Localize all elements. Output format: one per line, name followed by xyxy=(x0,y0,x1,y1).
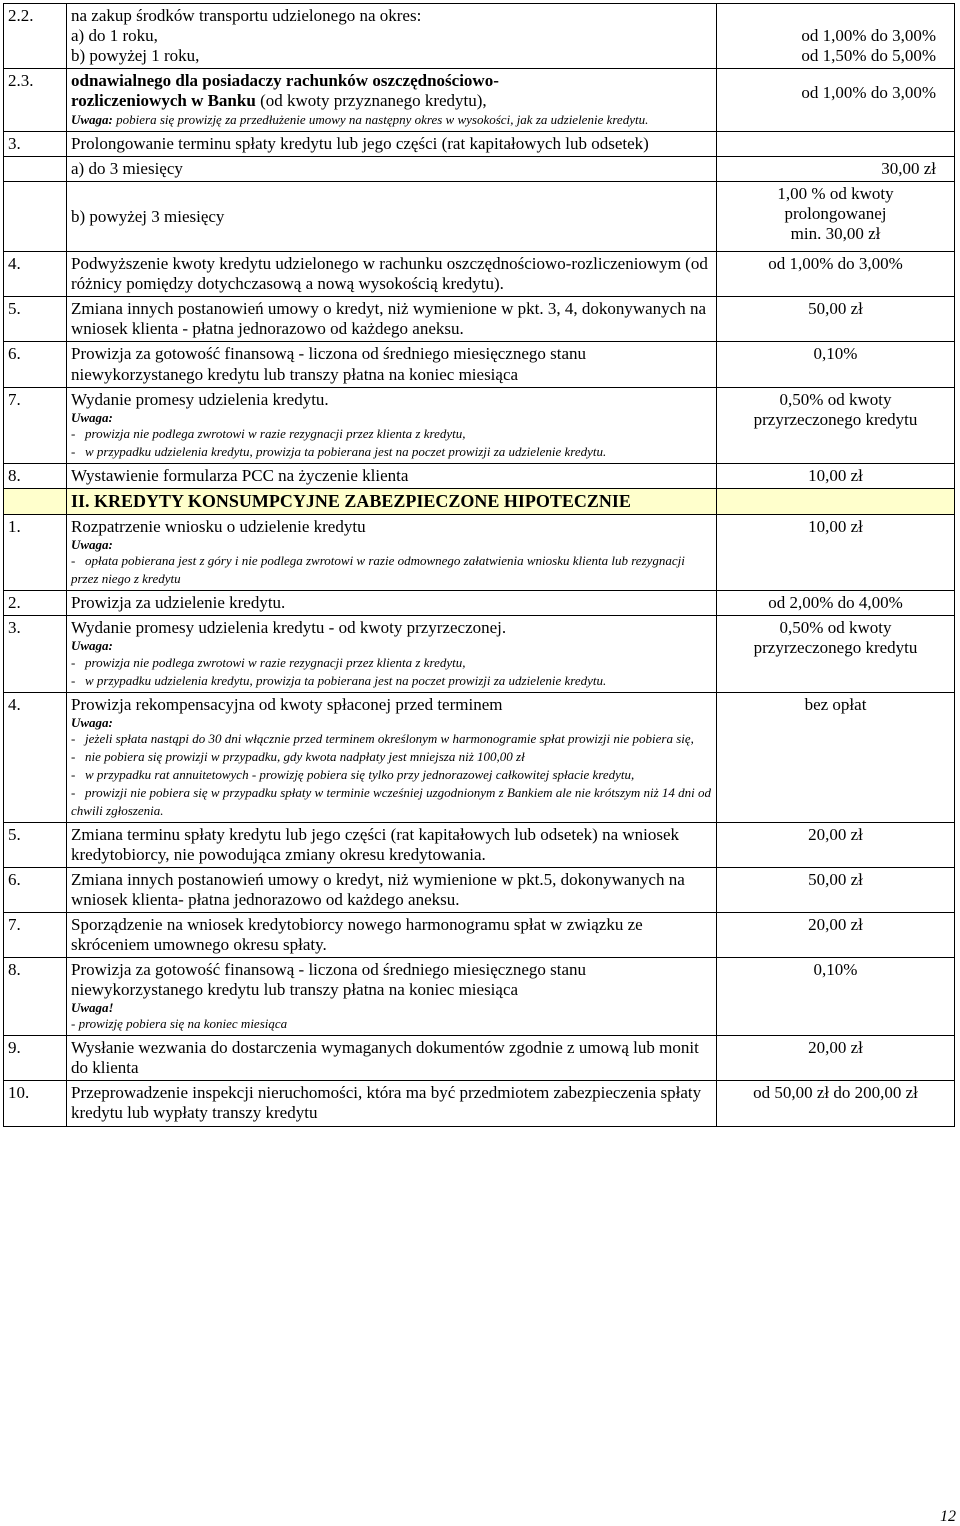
row-number: 7. xyxy=(4,387,67,463)
row-fee: 0,50% od kwoty przyrzeczonego kredytu xyxy=(717,616,955,692)
row-number: 4. xyxy=(4,692,67,822)
table-row xyxy=(4,822,955,867)
table-row xyxy=(4,4,955,69)
fee-table xyxy=(3,3,955,1127)
row-number: 10. xyxy=(4,1081,67,1126)
row-description: Wysłanie wezwania do dostarczenia wymaganych dokumentów zgodnie z umową lub monit do klienta xyxy=(67,1036,717,1081)
section-header-row xyxy=(4,488,955,514)
table-row xyxy=(4,957,955,1035)
table-row xyxy=(4,912,955,957)
row-fee: 20,00 zł xyxy=(717,1036,955,1081)
row-fee: 10,00 zł xyxy=(717,463,955,488)
row-description: Prolongowanie terminu spłaty kredytu lub jego części (rat kapitałowych lub odsetek) xyxy=(67,132,717,157)
table-row xyxy=(4,252,955,297)
row-number: 8. xyxy=(4,463,67,488)
row-description: Podwyższenie kwoty kredytu udzielonego w rachunku oszczędnościowo-rozliczeniowym (od różnicy pomiędzy dotychczasową a nową wysokością kredytu). xyxy=(67,252,717,297)
row-fee: 1,00 % od kwoty prolongowanej min. 30,00 zł xyxy=(717,182,955,252)
table-row xyxy=(4,297,955,342)
row-fee: 20,00 zł xyxy=(717,912,955,957)
table-row xyxy=(4,1036,955,1081)
row-number: 2. xyxy=(4,591,67,616)
row-description: Zmiana innych postanowień umowy o kredyt, niż wymienione w pkt. 3, 4, dokonywanych na wniosek klienta - płatna jednorazowo od każdego aneksu. xyxy=(67,297,717,342)
table-row xyxy=(4,867,955,912)
row-description: Wydanie promesy udzielenia kredytu. Uwaga: - prowizja nie podlega zwrotowi w razie rezygnacji przez klienta z kredytu, - w przypadku udzielenia kredytu, prowizja ta pobierana jest na poczet prowizji za udzielenie kredytu. xyxy=(67,387,717,463)
row-fee: 10,00 zł xyxy=(717,515,955,591)
row-description: Prowizja za gotowość finansową - liczona od średniego miesięcznego stanu niewykorzystanego kredytu lub transzy płatna na koniec miesiąca Uwaga! - prowizję pobiera się na koniec miesiąca xyxy=(67,957,717,1035)
row-description: Przeprowadzenie inspekcji nieruchomości, która ma być przedmiotem zabezpieczenia spłaty kredytu lub wypłaty transzy kredytu xyxy=(67,1081,717,1126)
row-fee: od 50,00 zł do 200,00 zł xyxy=(717,1081,955,1126)
row-description: Zmiana innych postanowień umowy o kredyt, niż wymienione w pkt.5, dokonywanych na wniosek klienta- płatna jednorazowo od każdego aneksu. xyxy=(67,867,717,912)
table-row xyxy=(4,342,955,387)
row-fee: 0,10% xyxy=(717,957,955,1035)
row-number: 4. xyxy=(4,252,67,297)
section-title: II. KREDYTY KONSUMPCYJNE ZABEZPIECZONE HIPOTECZNIE xyxy=(67,488,717,514)
table-row xyxy=(4,591,955,616)
row-number: 6. xyxy=(4,342,67,387)
table-row xyxy=(4,463,955,488)
table-row xyxy=(4,387,955,463)
row-fee: 0,10% xyxy=(717,342,955,387)
row-number: 7. xyxy=(4,912,67,957)
row-description: b) powyżej 3 miesięcy xyxy=(67,182,717,252)
row-fee: od 1,00% do 3,00% xyxy=(717,252,955,297)
page-number: 12 xyxy=(940,1508,956,1525)
row-fee: od 1,00% do 3,00% od 1,50% do 5,00% xyxy=(717,4,955,69)
row-fee xyxy=(717,132,955,157)
row-number: 1. xyxy=(4,515,67,591)
row-number: 9. xyxy=(4,1036,67,1081)
row-description: Zmiana terminu spłaty kredytu lub jego części (rat kapitałowych lub odsetek) na wniosek kredytobiorcy, nie powodująca zmiany okresu kredytowania. xyxy=(67,822,717,867)
row-fee: 50,00 zł xyxy=(717,297,955,342)
row-fee: 0,50% od kwoty przyrzeczonego kredytu xyxy=(717,387,955,463)
table-row xyxy=(4,132,955,157)
row-number: 2.3. xyxy=(4,69,67,132)
row-description: Wystawienie formularza PCC na życzenie klienta xyxy=(67,463,717,488)
row-number: 3. xyxy=(4,132,67,157)
table-row xyxy=(4,157,955,182)
row-description: Wydanie promesy udzielenia kredytu - od kwoty przyrzeczonej. Uwaga: - prowizja nie podlega zwrotowi w razie rezygnacji przez klienta z kredytu, - w przypadku udzielenia kredytu, prowizja ta pobierana jest na poczet prowizji za udzielenie kredytu. xyxy=(67,616,717,692)
row-description: Rozpatrzenie wniosku o udzielenie kredytu Uwaga: - opłata pobierana jest z góry i nie podlega zwrotowi w razie odmownego załatwienia wniosku klienta lub rezygnacji przez niego z kredytu xyxy=(67,515,717,591)
row-number: 8. xyxy=(4,957,67,1035)
row-fee: 50,00 zł xyxy=(717,867,955,912)
row-description: Sporządzenie na wniosek kredytobiorcy nowego harmonogramu spłat w związku ze skróceniem umownego okresu spłaty. xyxy=(67,912,717,957)
row-description: odnawialnego dla posiadaczy rachunków oszczędnościowo- rozliczeniowych w Banku (od kwoty przyznanego kredytu), Uwaga: pobiera się prowizję za przedłużenie umowy na następny okres w wysokości, jak za udzielenie kredytu. xyxy=(67,69,717,132)
row-description: na zakup środków transportu udzielonego na okres: a) do 1 roku, b) powyżej 1 roku, xyxy=(67,4,717,69)
row-number: 2.2. xyxy=(4,4,67,69)
row-fee: 20,00 zł xyxy=(717,822,955,867)
row-description: Prowizja rekompensacyjna od kwoty spłaconej przed terminem Uwaga: - jeżeli spłata nastąpi do 30 dni włącznie przed terminem określonym w harmonogramie spłat prowizji nie pobiera się, - nie pobiera się prowizji w przypadku, gdy kwota nadpłaty jest mniejsza niż 100,00 zł - w przypadku rat annuitetowych - prowizję pobiera się tylko przy jednorazowej całkowitej spłacie kredytu, - prowizji nie pobiera się w przypadku spłaty w terminie wcześniej uzgodnionym z Bankiem ale nie krótszym niż 14 dni od chwili zgłoszenia. xyxy=(67,692,717,822)
row-number: 3. xyxy=(4,616,67,692)
table-row xyxy=(4,616,955,692)
row-fee: od 2,00% do 4,00% xyxy=(717,591,955,616)
table-row xyxy=(4,692,955,822)
row-description: Prowizja za udzielenie kredytu. xyxy=(67,591,717,616)
table-row xyxy=(4,515,955,591)
row-number: 5. xyxy=(4,297,67,342)
row-fee: 30,00 zł xyxy=(717,157,955,182)
row-description: Prowizja za gotowość finansową - liczona od średniego miesięcznego stanu niewykorzystanego kredytu lub transzy płatna na koniec miesiąca xyxy=(67,342,717,387)
table-row xyxy=(4,1081,955,1126)
row-number: 5. xyxy=(4,822,67,867)
table-row xyxy=(4,69,955,132)
row-description: a) do 3 miesięcy xyxy=(67,157,717,182)
table-row xyxy=(4,182,955,252)
row-number: 6. xyxy=(4,867,67,912)
row-fee: bez opłat xyxy=(717,692,955,822)
row-fee: od 1,00% do 3,00% xyxy=(717,69,955,132)
